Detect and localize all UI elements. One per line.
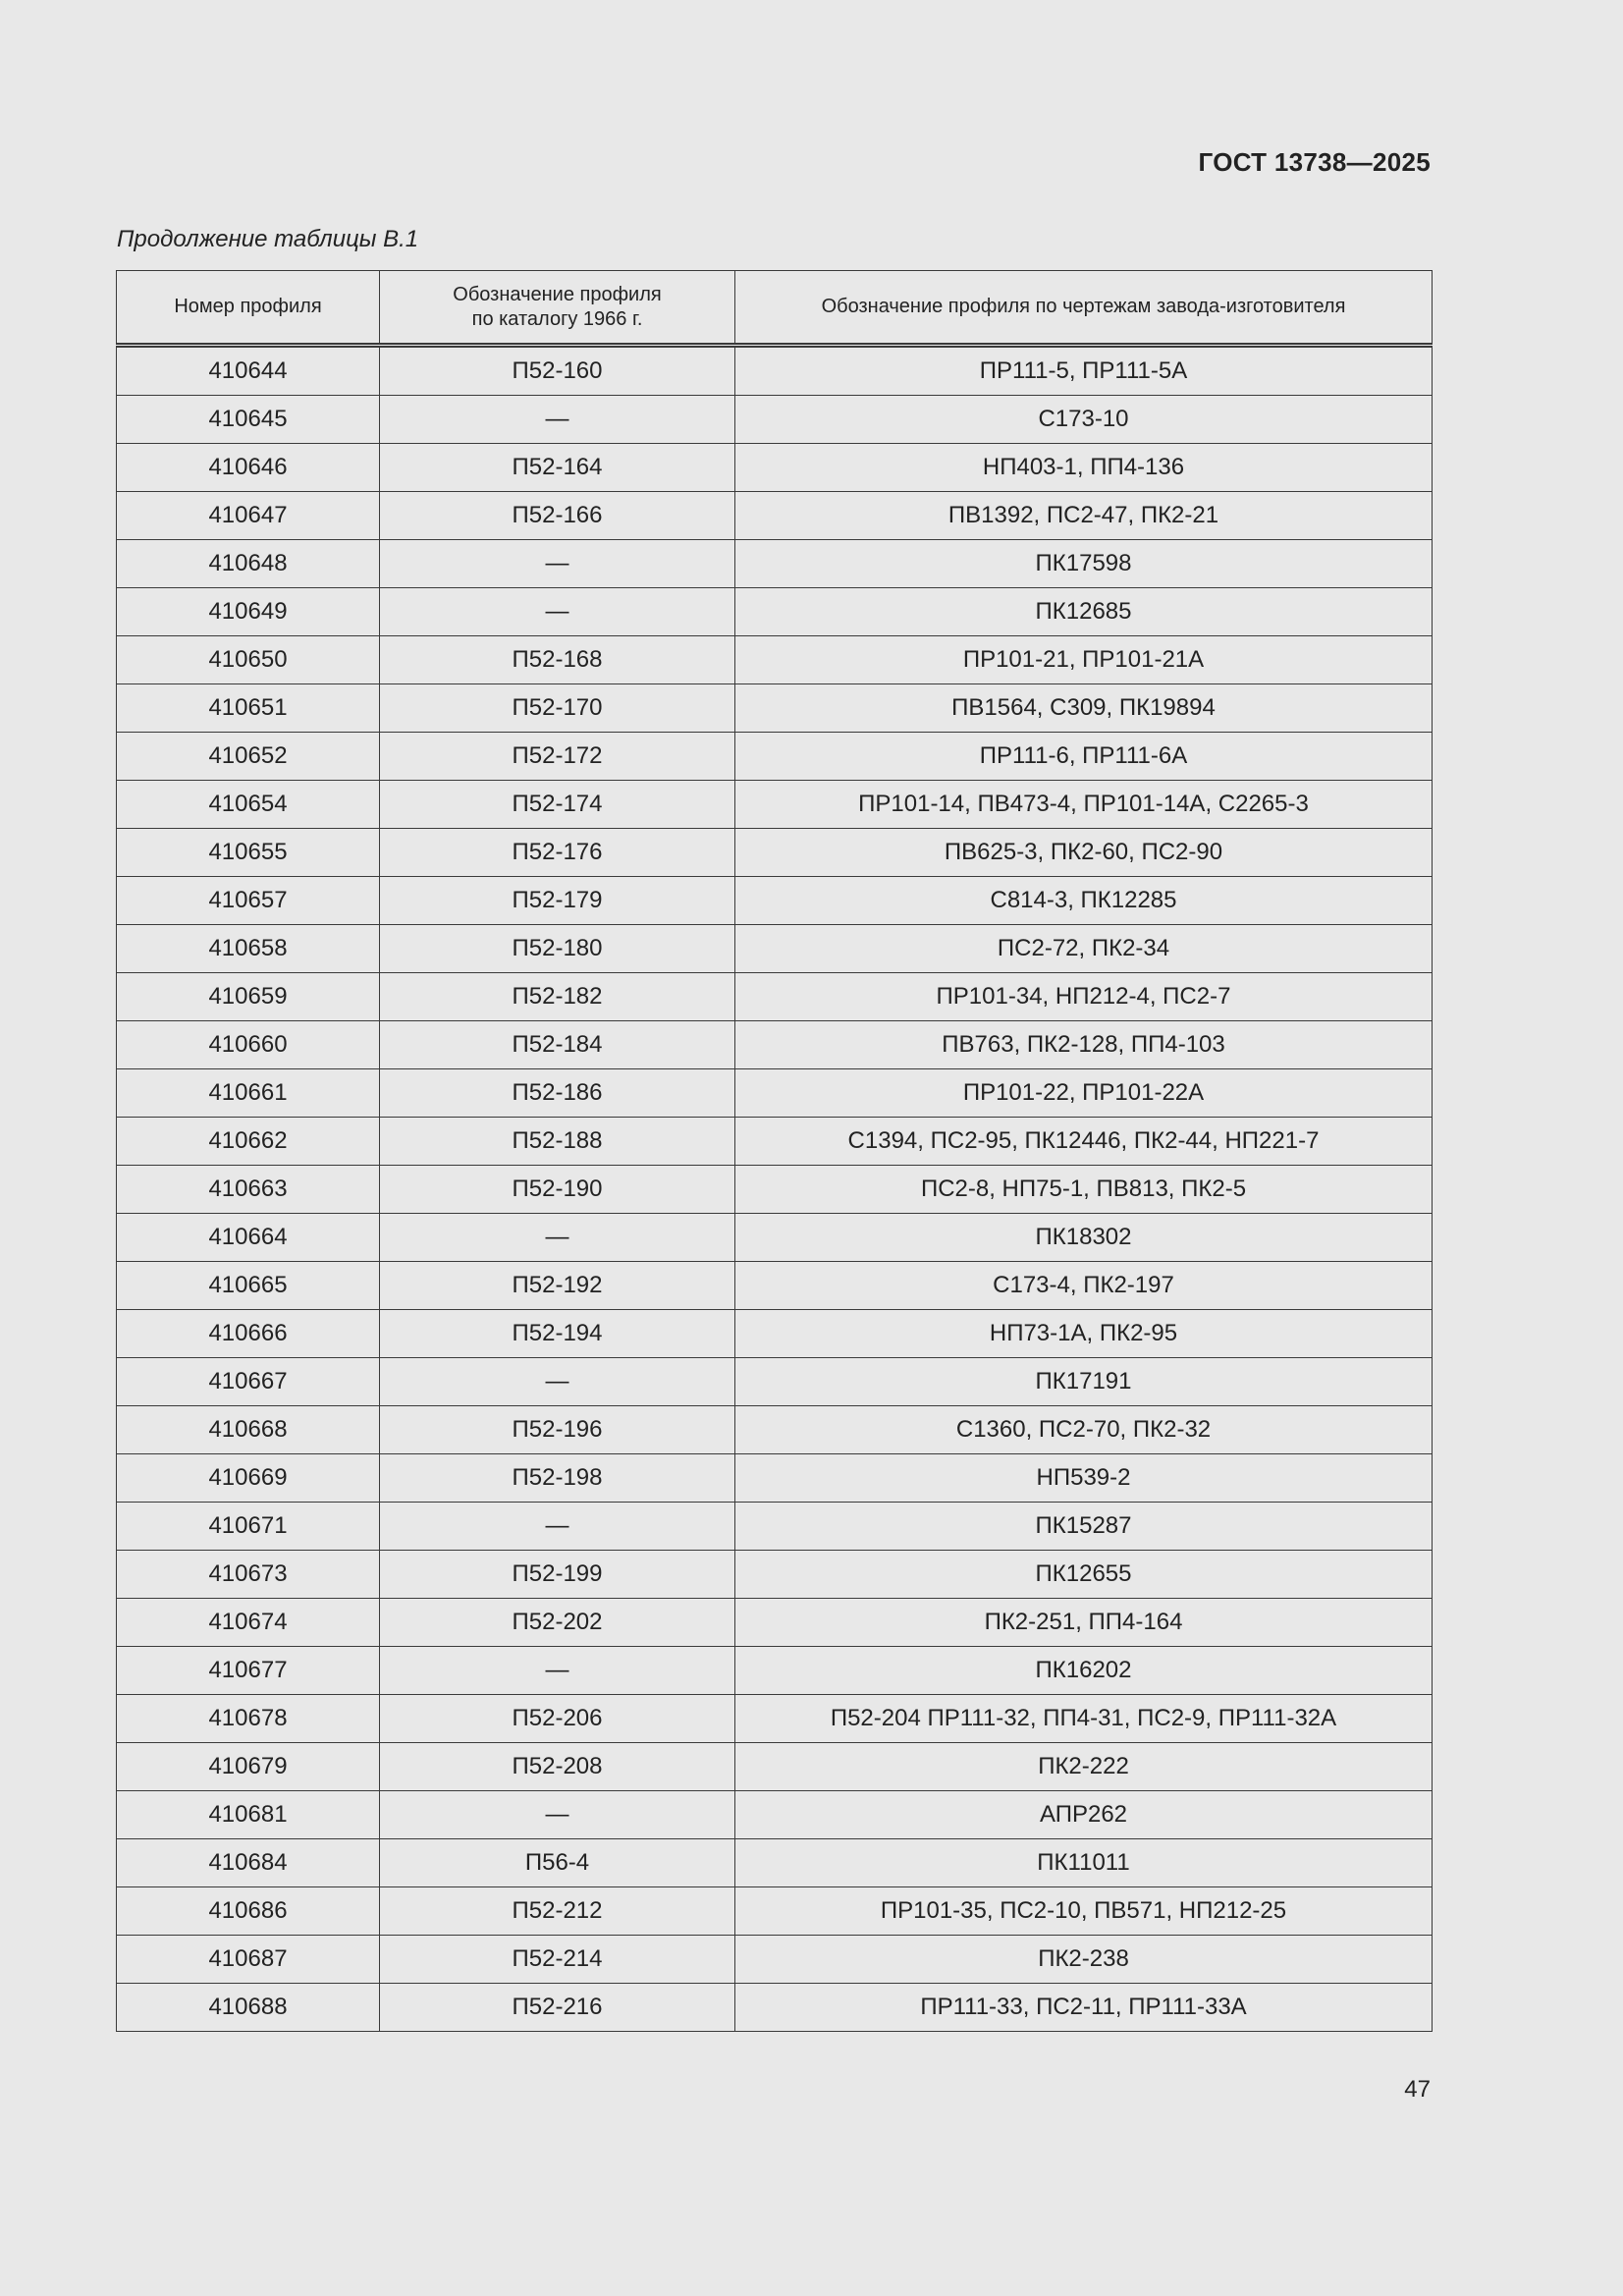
cell-manufacturer-designation: ПР101-22, ПР101-22А [735, 1069, 1433, 1118]
cell-catalog-designation: П52-174 [380, 781, 735, 829]
cell-profile-number: 410657 [117, 877, 380, 925]
cell-profile-number: 410681 [117, 1791, 380, 1839]
cell-catalog-designation: П52-184 [380, 1021, 735, 1069]
table-row [117, 781, 1433, 829]
cell-catalog-designation: П52-192 [380, 1262, 735, 1310]
cell-manufacturer-designation: С1394, ПС2-95, ПК12446, ПК2-44, НП221-7 [735, 1118, 1433, 1166]
table-row [117, 1166, 1433, 1214]
cell-profile-number: 410666 [117, 1310, 380, 1358]
cell-catalog-designation: — [380, 1358, 735, 1406]
cell-manufacturer-designation: ПР101-34, НП212-4, ПС2-7 [735, 973, 1433, 1021]
column-header-catalog-1966: Обозначение профиля по каталогу 1966 г. [380, 271, 735, 346]
cell-manufacturer-designation: ПК2-222 [735, 1743, 1433, 1791]
table-row [117, 1984, 1433, 2032]
cell-catalog-designation: П52-170 [380, 684, 735, 733]
table-row [117, 925, 1433, 973]
cell-manufacturer-designation: НП539-2 [735, 1454, 1433, 1503]
table-caption: Продолжение таблицы В.1 [117, 226, 419, 252]
cell-catalog-designation: П52-168 [380, 636, 735, 684]
table-row [117, 588, 1433, 636]
cell-profile-number: 410644 [117, 346, 380, 396]
cell-catalog-designation: П52-199 [380, 1551, 735, 1599]
cell-catalog-designation: П52-216 [380, 1984, 735, 2032]
cell-catalog-designation: П52-160 [380, 346, 735, 396]
cell-manufacturer-designation: ПК15287 [735, 1503, 1433, 1551]
cell-manufacturer-designation: ПР101-14, ПВ473-4, ПР101-14А, С2265-3 [735, 781, 1433, 829]
cell-profile-number: 410645 [117, 396, 380, 444]
cell-catalog-designation: П52-188 [380, 1118, 735, 1166]
cell-manufacturer-designation: ПК12685 [735, 588, 1433, 636]
cell-catalog-designation: П52-212 [380, 1887, 735, 1936]
cell-profile-number: 410646 [117, 444, 380, 492]
cell-manufacturer-designation: ПК17191 [735, 1358, 1433, 1406]
cell-profile-number: 410659 [117, 973, 380, 1021]
cell-catalog-designation: П52-164 [380, 444, 735, 492]
cell-catalog-designation: — [380, 1647, 735, 1695]
cell-manufacturer-designation: ПВ625-3, ПК2-60, ПС2-90 [735, 829, 1433, 877]
cell-catalog-designation: — [380, 588, 735, 636]
cell-profile-number: 410679 [117, 1743, 380, 1791]
table-row [117, 973, 1433, 1021]
cell-catalog-designation: П52-206 [380, 1695, 735, 1743]
cell-profile-number: 410667 [117, 1358, 380, 1406]
cell-manufacturer-designation: НП73-1А, ПК2-95 [735, 1310, 1433, 1358]
cell-manufacturer-designation: ПР111-33, ПС2-11, ПР111-33А [735, 1984, 1433, 2032]
cell-manufacturer-designation: П52-204 ПР111-32, ПП4-31, ПС2-9, ПР111-32А [735, 1695, 1433, 1743]
cell-catalog-designation: П52-176 [380, 829, 735, 877]
cell-profile-number: 410652 [117, 733, 380, 781]
cell-manufacturer-designation: АПР262 [735, 1791, 1433, 1839]
table-row [117, 1503, 1433, 1551]
table-row [117, 684, 1433, 733]
cell-profile-number: 410668 [117, 1406, 380, 1454]
page-number: 47 [1404, 2076, 1431, 2103]
cell-catalog-designation: П52-208 [380, 1743, 735, 1791]
cell-profile-number: 410663 [117, 1166, 380, 1214]
cell-manufacturer-designation: ПК2-238 [735, 1936, 1433, 1984]
cell-catalog-designation: П52-202 [380, 1599, 735, 1647]
cell-catalog-designation: — [380, 1791, 735, 1839]
cell-catalog-designation: П52-214 [380, 1936, 735, 1984]
table-row [117, 877, 1433, 925]
cell-catalog-designation: — [380, 540, 735, 588]
cell-profile-number: 410654 [117, 781, 380, 829]
table-row [117, 1839, 1433, 1887]
cell-profile-number: 410650 [117, 636, 380, 684]
cell-profile-number: 410684 [117, 1839, 380, 1887]
cell-manufacturer-designation: ПС2-72, ПК2-34 [735, 925, 1433, 973]
cell-profile-number: 410686 [117, 1887, 380, 1936]
cell-catalog-designation: П52-196 [380, 1406, 735, 1454]
cell-manufacturer-designation: ПС2-8, НП75-1, ПВ813, ПК2-5 [735, 1166, 1433, 1214]
column-header-profile-number: Номер профиля [117, 271, 380, 346]
table-row [117, 1599, 1433, 1647]
table-row [117, 1262, 1433, 1310]
table-row [117, 1358, 1433, 1406]
table-row [117, 829, 1433, 877]
table-row [117, 1310, 1433, 1358]
cell-profile-number: 410671 [117, 1503, 380, 1551]
cell-profile-number: 410678 [117, 1695, 380, 1743]
cell-catalog-designation: П52-194 [380, 1310, 735, 1358]
table-header [117, 271, 1433, 346]
cell-profile-number: 410688 [117, 1984, 380, 2032]
table-row [117, 346, 1433, 396]
cell-manufacturer-designation: ПР101-21, ПР101-21А [735, 636, 1433, 684]
document-id: ГОСТ 13738—2025 [1198, 147, 1431, 177]
table-row [117, 1021, 1433, 1069]
cell-profile-number: 410674 [117, 1599, 380, 1647]
profiles-table [116, 270, 1433, 2032]
cell-manufacturer-designation: ПК12655 [735, 1551, 1433, 1599]
table-row [117, 1551, 1433, 1599]
cell-catalog-designation: П52-190 [380, 1166, 735, 1214]
table-row [117, 1936, 1433, 1984]
column-header-manufacturer-drawings: Обозначение профиля по чертежам завода-изготовителя [735, 271, 1433, 346]
table-row [117, 1118, 1433, 1166]
cell-manufacturer-designation: ПВ1564, С309, ПК19894 [735, 684, 1433, 733]
cell-manufacturer-designation: ПР101-35, ПС2-10, ПВ571, НП212-25 [735, 1887, 1433, 1936]
cell-manufacturer-designation: С814-3, ПК12285 [735, 877, 1433, 925]
cell-catalog-designation: — [380, 1214, 735, 1262]
cell-manufacturer-designation: ПК18302 [735, 1214, 1433, 1262]
cell-manufacturer-designation: ПК11011 [735, 1839, 1433, 1887]
table-row [117, 492, 1433, 540]
table-row [117, 1406, 1433, 1454]
cell-catalog-designation: П56-4 [380, 1839, 735, 1887]
table-body [117, 346, 1433, 2032]
cell-catalog-designation: П52-182 [380, 973, 735, 1021]
cell-profile-number: 410677 [117, 1647, 380, 1695]
cell-profile-number: 410669 [117, 1454, 380, 1503]
cell-profile-number: 410664 [117, 1214, 380, 1262]
table-row [117, 636, 1433, 684]
cell-manufacturer-designation: ПК16202 [735, 1647, 1433, 1695]
cell-catalog-designation: — [380, 1503, 735, 1551]
cell-catalog-designation: П52-198 [380, 1454, 735, 1503]
cell-manufacturer-designation: НП403-1, ПП4-136 [735, 444, 1433, 492]
cell-profile-number: 410660 [117, 1021, 380, 1069]
cell-manufacturer-designation: С173-10 [735, 396, 1433, 444]
cell-catalog-designation: П52-186 [380, 1069, 735, 1118]
table-row [117, 1791, 1433, 1839]
cell-profile-number: 410673 [117, 1551, 380, 1599]
cell-manufacturer-designation: ПВ763, ПК2-128, ПП4-103 [735, 1021, 1433, 1069]
cell-profile-number: 410658 [117, 925, 380, 973]
cell-catalog-designation: П52-172 [380, 733, 735, 781]
cell-profile-number: 410662 [117, 1118, 380, 1166]
table-row [117, 1695, 1433, 1743]
cell-manufacturer-designation: ПР111-5, ПР111-5А [735, 346, 1433, 396]
cell-profile-number: 410651 [117, 684, 380, 733]
table-row [117, 1214, 1433, 1262]
cell-profile-number: 410649 [117, 588, 380, 636]
cell-manufacturer-designation: ПР111-6, ПР111-6А [735, 733, 1433, 781]
table-row [117, 1069, 1433, 1118]
cell-catalog-designation: П52-166 [380, 492, 735, 540]
cell-catalog-designation: П52-179 [380, 877, 735, 925]
cell-manufacturer-designation: ПВ1392, ПС2-47, ПК2-21 [735, 492, 1433, 540]
header-row [117, 271, 1433, 346]
cell-manufacturer-designation: ПК2-251, ПП4-164 [735, 1599, 1433, 1647]
table-row [117, 733, 1433, 781]
cell-manufacturer-designation: ПК17598 [735, 540, 1433, 588]
table-row [117, 444, 1433, 492]
table-row [117, 1454, 1433, 1503]
cell-manufacturer-designation: С1360, ПС2-70, ПК2-32 [735, 1406, 1433, 1454]
table-row [117, 540, 1433, 588]
cell-manufacturer-designation: С173-4, ПК2-197 [735, 1262, 1433, 1310]
cell-catalog-designation: — [380, 396, 735, 444]
table-row [117, 1647, 1433, 1695]
table-row [117, 1887, 1433, 1936]
cell-profile-number: 410655 [117, 829, 380, 877]
cell-profile-number: 410647 [117, 492, 380, 540]
table-row [117, 1743, 1433, 1791]
cell-catalog-designation: П52-180 [380, 925, 735, 973]
cell-profile-number: 410665 [117, 1262, 380, 1310]
table-row [117, 396, 1433, 444]
cell-profile-number: 410661 [117, 1069, 380, 1118]
cell-profile-number: 410648 [117, 540, 380, 588]
cell-profile-number: 410687 [117, 1936, 380, 1984]
